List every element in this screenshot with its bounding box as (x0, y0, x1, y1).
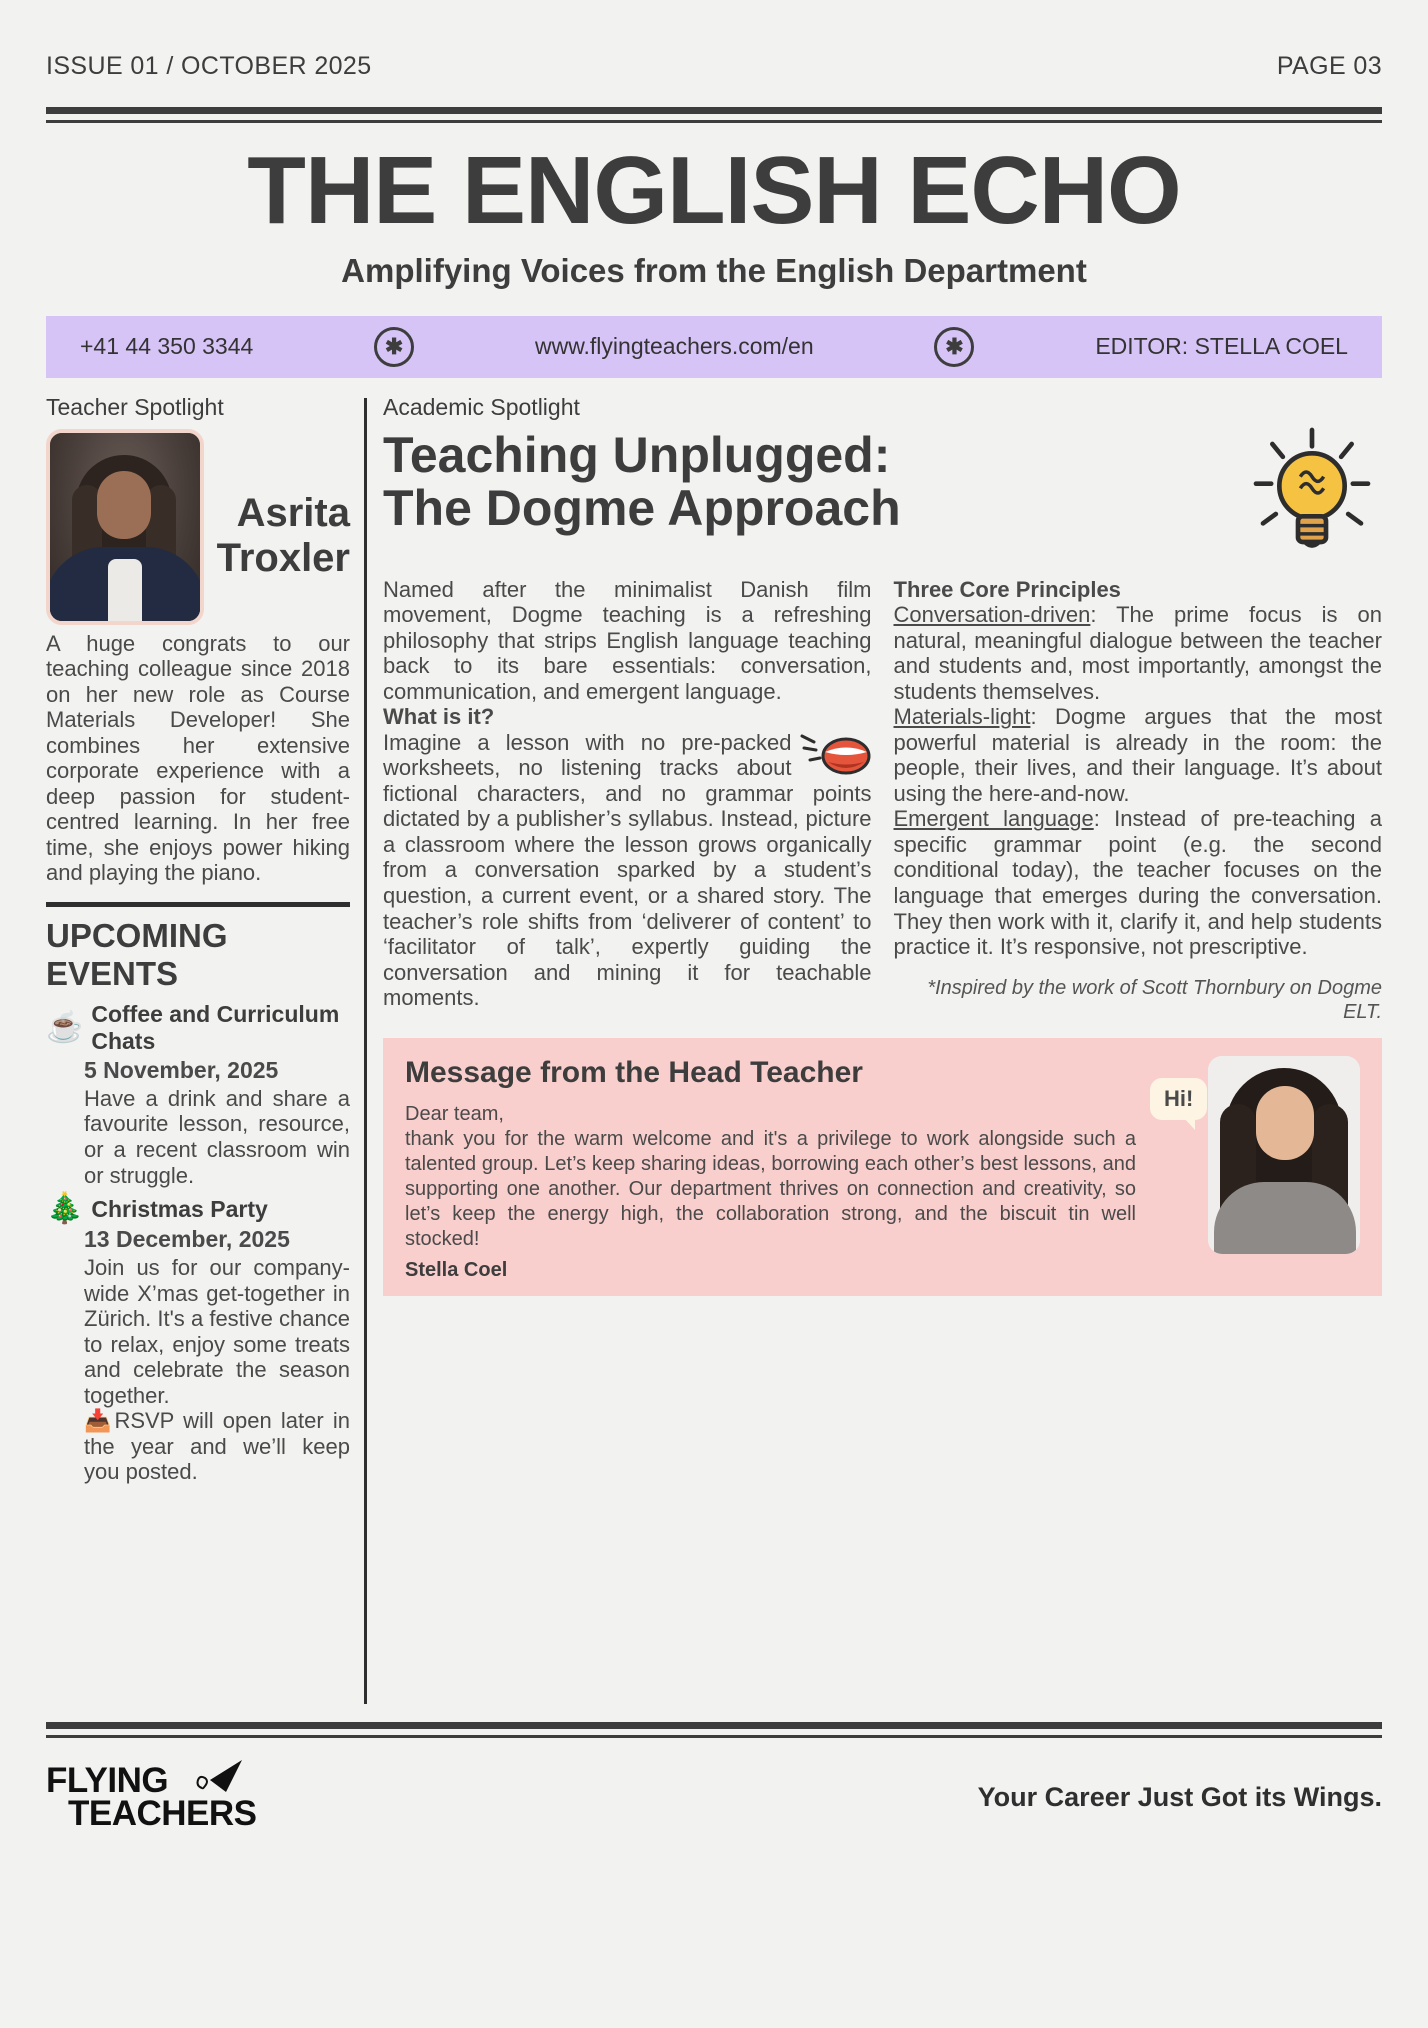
article-subheading: What is it? (383, 704, 495, 730)
article-headline (383, 426, 1242, 536)
speech-bubble: Hi! (1150, 1078, 1207, 1120)
main-column (383, 394, 1382, 1704)
principle-item (894, 704, 1383, 806)
event-description: Have a drink and share a favourite lesson, resource, or a recent classroom win or struggle. (84, 1085, 350, 1188)
article-columns (383, 577, 1382, 1024)
event-date: 5 November, 2025 (84, 1056, 279, 1083)
footer-tagline: Your Career Just Got its Wings. (977, 1781, 1382, 1812)
article-credit: *Inspired by the work of Scott Thornbury on Dogme ELT. (927, 976, 1382, 1023)
rule-thin-bottom (46, 1735, 1382, 1738)
christmas-tree-icon: 🎄 (46, 1192, 84, 1226)
issue-line (46, 0, 1382, 81)
message-greeting: Dear team, (405, 1102, 504, 1125)
logo-line-2: TEACHERS (68, 1794, 257, 1834)
teacher-bio: A huge congrats to our teaching colleague since 2018 on her new role as Course Materials Developer! She combines her extensive corporate experience with a deep passion for student-centred learning. In her free time, she enjoys power hiking and playing the piano. (46, 630, 350, 886)
rule-thick-bottom (46, 1722, 1382, 1729)
principle-term: Materials-light (893, 704, 1031, 730)
message-text: thank you for the warm welcome and it's a privilege to work alongside such a talented group. Let’s keep sharing ideas, borrowing each other’s best lessons, and supporting one another. Our department thrives on connection and creativity, so let’s keep the energy high, the collaboration strong, and the biscuit tin well stocked! (405, 1127, 1136, 1251)
asterisk-icon: ✱ (374, 327, 414, 367)
lightbulb-icon (1242, 423, 1382, 563)
paper-plane-icon (188, 1758, 244, 1800)
issue-label: ISSUE 01 / OCTOBER 2025 (46, 52, 372, 80)
events-heading: UPCOMING EVENTS (46, 916, 228, 992)
page-number: PAGE 03 (1276, 52, 1382, 80)
head-teacher-photo (1208, 1056, 1360, 1254)
principle-text: : Instead of pre-teaching a specific grammar point (e.g. the second conditional today), the teacher focuses on the language that emerges during the conversation. They then work with it, clarify it, and help students practice it. It’s responsive, not prescriptive. (893, 806, 1382, 960)
principle-term: Emergent language (893, 806, 1094, 832)
event-rsvp-text: RSVP will open later in the year and we’ll keep you posted. (84, 1408, 350, 1485)
rule-thick-top (46, 107, 1382, 114)
event-title: Coffee and Curriculum Chats (91, 1000, 340, 1054)
principle-text: : The prime focus is on natural, meaningful dialogue between the teacher and students and, most importantly, amongst the students themselves. (893, 602, 1382, 704)
principles-heading: Three Core Principles (893, 576, 1121, 602)
brand-logo (46, 1760, 257, 1834)
contact-bar (46, 316, 1382, 378)
top-rules (46, 107, 1382, 123)
inbox-tray-icon: 📥 (84, 1408, 115, 1434)
logo-line-1: FLYING (46, 1760, 169, 1800)
contact-phone[interactable]: +41 44 350 3344 (80, 333, 254, 360)
contact-editor: EDITOR: STELLA COEL (1095, 333, 1348, 360)
event-rsvp-note (84, 1408, 350, 1485)
event-description: Join us for our company-wide X’mas get-together in Zürich. It's a festive chance to relax, enjoy some treats and celebrate the season together. (84, 1255, 350, 1408)
rule-thin-top (46, 120, 1382, 123)
article-left-column (383, 577, 872, 1024)
message-signature: Stella Coel (405, 1258, 508, 1281)
page-subtitle: Amplifying Voices from the English Department (341, 251, 1087, 289)
teacher-first-name: Asrita (236, 490, 350, 535)
article-right-column (894, 577, 1383, 1024)
head-teacher-message-box (383, 1038, 1382, 1296)
body-columns (46, 394, 1382, 1704)
contact-website[interactable]: www.flyingteachers.com/en (534, 333, 814, 360)
academic-spotlight-kicker: Academic Spotlight (383, 393, 580, 420)
message-title: Message from the Head Teacher (405, 1055, 863, 1089)
headline-line-1: Teaching Unplugged: (383, 426, 891, 483)
events-divider (46, 902, 350, 907)
principle-item (894, 806, 1383, 959)
column-divider (364, 398, 367, 1704)
mouth-icon (800, 732, 872, 778)
page-title: THE ENGLISH ECHO (247, 137, 1181, 244)
message-portrait-area (1150, 1056, 1360, 1282)
event-item (46, 1194, 350, 1485)
bottom-rules (46, 1722, 1382, 1738)
message-body (405, 1056, 1136, 1282)
principle-term: Conversation-driven (893, 602, 1091, 628)
sidebar-column (46, 394, 364, 1704)
principle-text: : Dogme argues that the most powerful material is already in the room: the people, their lives, and their language. It’s about using the here-and-now. (893, 704, 1382, 806)
coffee-cup-icon: ☕ (46, 1010, 84, 1044)
article-intro: Named after the minimalist Danish film movement, Dogme teaching is a refreshing philosophy that strips English language teaching back to its bare essentials: conversation, communication, and emergent language. (383, 576, 872, 704)
event-date: 13 December, 2025 (84, 1226, 290, 1253)
article-body: Imagine a lesson with no pre-packed worksheets, no listening tracks about fictional characters, and no grammar points dictated by a publisher’s syllabus. Instead, picture a classroom where the lesson grows organically from a conversation sparked by a student’s question, a current event, or a shared story. The teacher’s role shifts from ‘deliverer of content’ to ‘facilitator of talk’, expertly guiding the conversation and mining it for teachable moments. (383, 729, 872, 1011)
teacher-spotlight-kicker: Teacher Spotlight (46, 393, 224, 420)
article-header (383, 426, 1382, 563)
asterisk-icon: ✱ (934, 327, 974, 367)
principle-item (894, 602, 1383, 704)
teacher-portrait (46, 429, 204, 625)
teacher-last-name: Troxler (216, 535, 350, 580)
footer (46, 1760, 1382, 1834)
event-item (46, 1001, 350, 1188)
event-title: Christmas Party (91, 1195, 268, 1222)
headline-line-2: The Dogme Approach (383, 479, 901, 536)
